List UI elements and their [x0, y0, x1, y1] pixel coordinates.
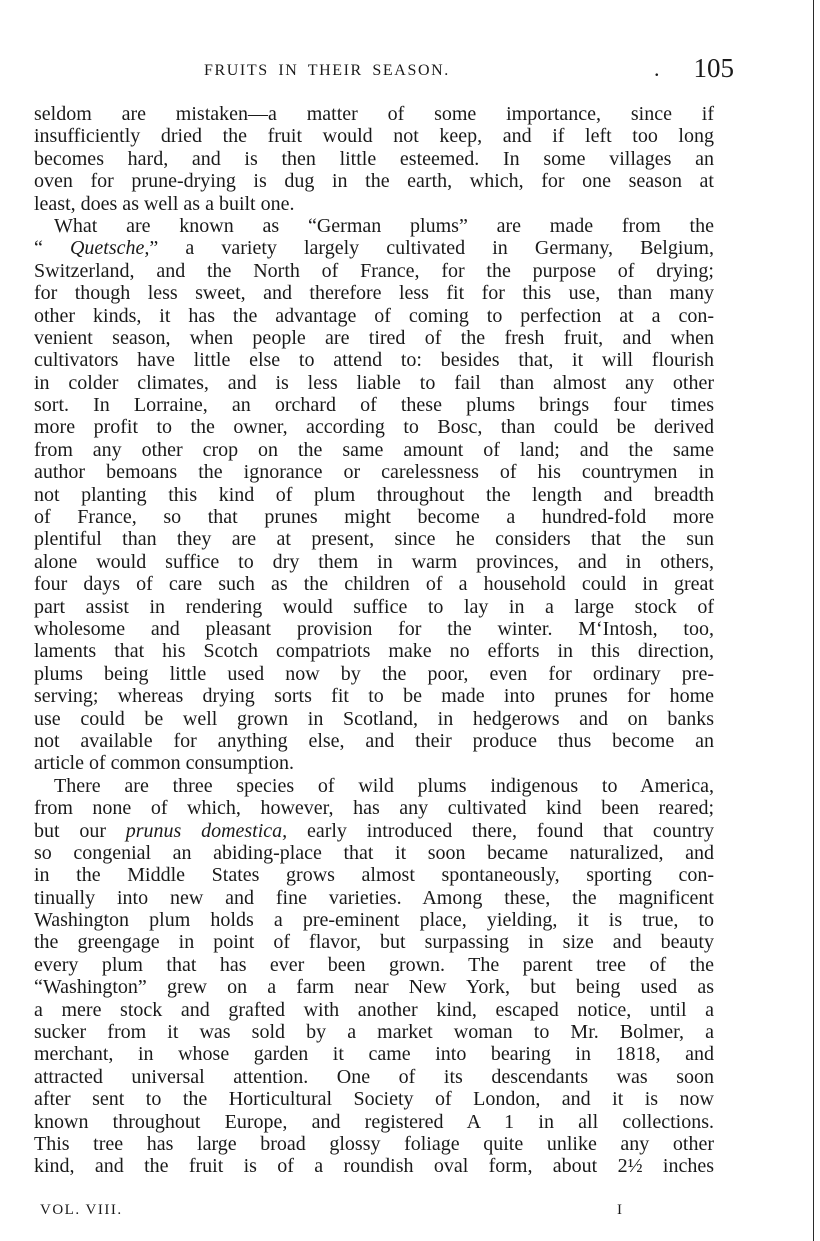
text-line: seldom are mistaken—a matter of some importance, since if — [34, 103, 714, 125]
page-edge-line — [813, 0, 814, 1241]
page-footer — [34, 1202, 714, 1226]
text-line: laments that his Scotch compatriots make no efforts in this direction, — [34, 640, 714, 663]
text-line: insufficiently dried the fruit would not keep, and if left too long — [34, 125, 714, 148]
text-line: sort. In Lorraine, an orchard of these plums brings four times — [34, 394, 714, 417]
text-line: use could be well grown in Scotland, in hedgerows and on banks — [34, 707, 714, 730]
text-line: sucker from it was sold by a market woman to Mr. Bolmer, a — [34, 1021, 714, 1044]
text-line: more profit to the owner, according to Bosc, than could be derived — [34, 416, 714, 439]
text-line: This tree has large broad glossy foliage quite unlike any other — [34, 1132, 714, 1155]
volume-mark: VOL. VIII. — [40, 1202, 123, 1218]
text-line: not planting this kind of plum throughout the length and breadth — [34, 483, 714, 506]
text-line: a mere stock and grafted with another kind, escaped notice, until a — [34, 998, 714, 1021]
text-line: venient season, when people are tired of the fresh fruit, and when — [34, 326, 714, 349]
text-line: not available for anything else, and their produce thus become an — [34, 729, 714, 752]
text-line: tinually into new and fine varieties. Among these, the magnificent — [34, 886, 714, 909]
text-line: plentiful than they are at present, since he considers that the sun — [34, 528, 714, 551]
text-line: but our prunus domestica, early introduced there, found that country — [34, 819, 714, 842]
text-line: attracted universal attention. One of its descendants was soon — [34, 1065, 714, 1088]
text-line: author bemoans the ignorance or carelessness of his countrymen in — [34, 461, 714, 484]
text-line: every plum that has ever been grown. The parent tree of the — [34, 953, 714, 976]
text-line: plums being little used now by the poor, even for ordinary pre- — [34, 662, 714, 685]
paragraph — [34, 215, 714, 775]
text-line: part assist in rendering would suffice to lay in a large stock of — [34, 595, 714, 618]
text-line: other kinds, it has the advantage of coming to perfection at a con- — [34, 304, 714, 327]
text-line: Washington plum holds a pre-eminent place, yielding, it is true, to — [34, 909, 714, 932]
text-line: article of common consumption. — [34, 752, 294, 775]
page-number: 105 — [693, 53, 734, 83]
text-line: alone would suffice to dry them in warm provinces, and in others, — [34, 550, 714, 573]
text-line: after sent to the Horticultural Society of London, and it is now — [34, 1088, 714, 1111]
text-line: from none of which, however, has any cultivated kind been reared; — [34, 797, 714, 820]
text-line: for though less sweet, and therefore less fit for this use, than many — [34, 282, 714, 305]
text-line: serving; whereas drying sorts fit to be made into prunes for home — [34, 685, 714, 708]
text-line: so congenial an abiding-place that it soon became naturalized, and — [34, 841, 714, 864]
text-line: of France, so that prunes might become a hundred-fold more — [34, 506, 714, 529]
paragraph — [34, 775, 714, 1178]
text-line: “ Quetsche,” a variety largely cultivated in Germany, Belgium, — [34, 237, 714, 260]
text-line: the greengage in point of flavor, but surpassing in size and beauty — [34, 931, 714, 954]
text-line: becomes hard, and is then little esteemed. In some villages an — [34, 147, 714, 170]
text-line: oven for prune-drying is dug in the earth, which, for one season at — [34, 170, 714, 193]
signature-mark: I — [617, 1202, 622, 1218]
text-line: least, does as well as a built one. — [34, 192, 295, 215]
body-text — [34, 103, 714, 1178]
text-line: “Washington” grew on a farm near New York, but being used as — [34, 976, 714, 999]
header-dot: . — [654, 56, 660, 81]
text-line: from any other crop on the same amount of land; and the same — [34, 438, 714, 461]
text-line: cultivators have little else to attend to: besides that, it will flourish — [34, 349, 714, 372]
text-line: kind, and the fruit is of a roundish oval form, about 2½ inches — [34, 1155, 714, 1178]
text-line: merchant, in whose garden it came into bearing in 1818, and — [34, 1043, 714, 1066]
text-line: wholesome and pleasant provision for the winter. M‘Intosh, too, — [34, 617, 714, 640]
paragraph — [34, 103, 714, 215]
page-header — [34, 52, 734, 86]
text-line: What are known as “German plums” are made from the — [54, 214, 714, 237]
text-line: Switzerland, and the North of France, for the purpose of drying; — [34, 259, 714, 282]
text-line: There are three species of wild plums indigenous to America, — [54, 774, 714, 797]
running-head: FRUITS IN THEIR SEASON. — [204, 62, 450, 79]
text-line: known throughout Europe, and registered A 1 in all collections. — [34, 1110, 714, 1133]
text-line: in colder climates, and is less liable to fail than almost any other — [34, 371, 714, 394]
text-line: four days of care such as the children of a household could in great — [34, 573, 714, 596]
text-line: in the Middle States grows almost spontaneously, sporting con- — [34, 864, 714, 887]
